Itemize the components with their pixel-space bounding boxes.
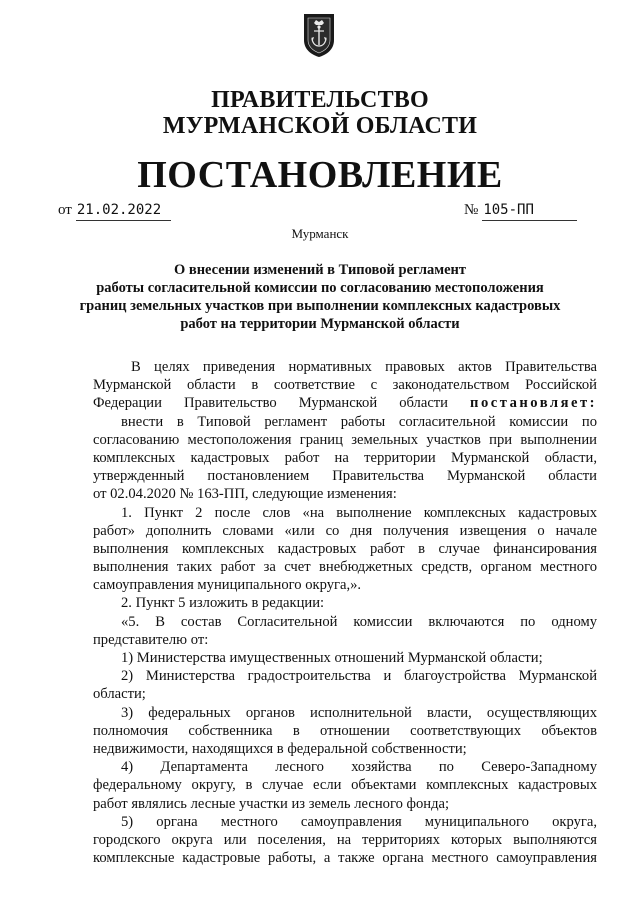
body-line: городского округа или поселения, на территориях которых выполняются [93,831,597,848]
body-line: 3) федеральных органов исполнительной власти, осуществляющих [121,704,597,721]
body-line: 4) Департамента лесного хозяйства по Северо-Западному [121,759,597,776]
subject-line: работы согласительной комиссии по согласованию местоположения [96,280,544,296]
body-line [93,394,597,412]
body-line: 2. Пункт 5 изложить в редакции: [121,595,325,612]
body-line: согласованию местоположения границ земельных участков при выполнении [93,431,597,448]
number-value: 105-ПП [482,200,577,221]
document-body [93,358,597,867]
body-line: работ» дополнить словами «или со дня получения извещения о начале [93,522,597,539]
body-line: утвержденный постановлением Правительства Мурманской области [93,468,597,485]
city-name: Мурманск [291,226,349,241]
subject-line: О внесении изменений в Типовой регламент [173,262,467,278]
decree-verb: постановляет: [470,395,597,412]
body-line: области; [93,686,146,703]
body-line: выполнения таких работ за счет внебюджетных средств, органом местного [93,559,597,576]
body-line: представителю от: [93,631,209,648]
body-line: недвижимости, находящихся в федеральной собственности; [93,740,467,757]
body-line: 1) Министерства имущественных отношений Мурманской области; [121,650,543,666]
coat-of-arms-icon [302,12,336,58]
body-line: работ являлись лесные участки из земель лесного фонда; [93,795,450,812]
body-line: Мурманской области в соответствие с законодательством Российской [93,377,597,394]
subject-line: работ на территории Мурманской области [180,316,460,332]
body-line: 2) Министерства градостроительства и благоустройства Мурманской [121,668,597,685]
document-subject [60,261,580,333]
body-line: В целях приведения нормативных правовых актов Правительства [131,359,597,375]
government-title-line1: ПРАВИТЕЛЬСТВО [211,87,429,113]
body-line: комплексные кадастровые работы, а также органа местного самоуправления [93,850,597,867]
subject-line: границ земельных участков при выполнении комплексных кадастровых [79,298,561,314]
body-line: федеральному округу, в случае если объектами комплексных кадастровых [93,777,597,794]
body-line-text: Федерации Правительство Мурманской области [93,395,471,412]
date-value: 21.02.2022 [76,200,171,221]
government-title-line2: МУРМАНСКОЙ ОБЛАСТИ [162,113,478,139]
body-line: комплексных кадастровых работ на территории Мурманской области, [93,449,597,466]
date-prefix: от [58,202,72,218]
document-type-title: ПОСТАНОВЛЕНИЕ [137,154,503,196]
body-line: от 02.04.2020 № 163-ПП, следующие изменения: [93,486,397,503]
body-line: выполнения комплексных кадастровых работ в случае финансирования [93,540,597,557]
document-number [464,200,577,221]
body-line: самоуправления муниципального округа,». [93,577,362,594]
body-line: «5. В состав Согласительной комиссии включаются по одному [121,613,597,630]
body-line: 5) органа местного самоуправления муниципального округа, [121,813,597,830]
body-line: внести в Типовой регламент работы согласительной комиссии по [121,413,597,430]
document-date [58,200,171,221]
body-line: полномочия собственника в отношении соответствующих объектов [93,722,597,739]
number-prefix: № [464,202,479,218]
body-line: 1. Пункт 2 после слов «на выполнение комплексных кадастровых [121,504,597,521]
